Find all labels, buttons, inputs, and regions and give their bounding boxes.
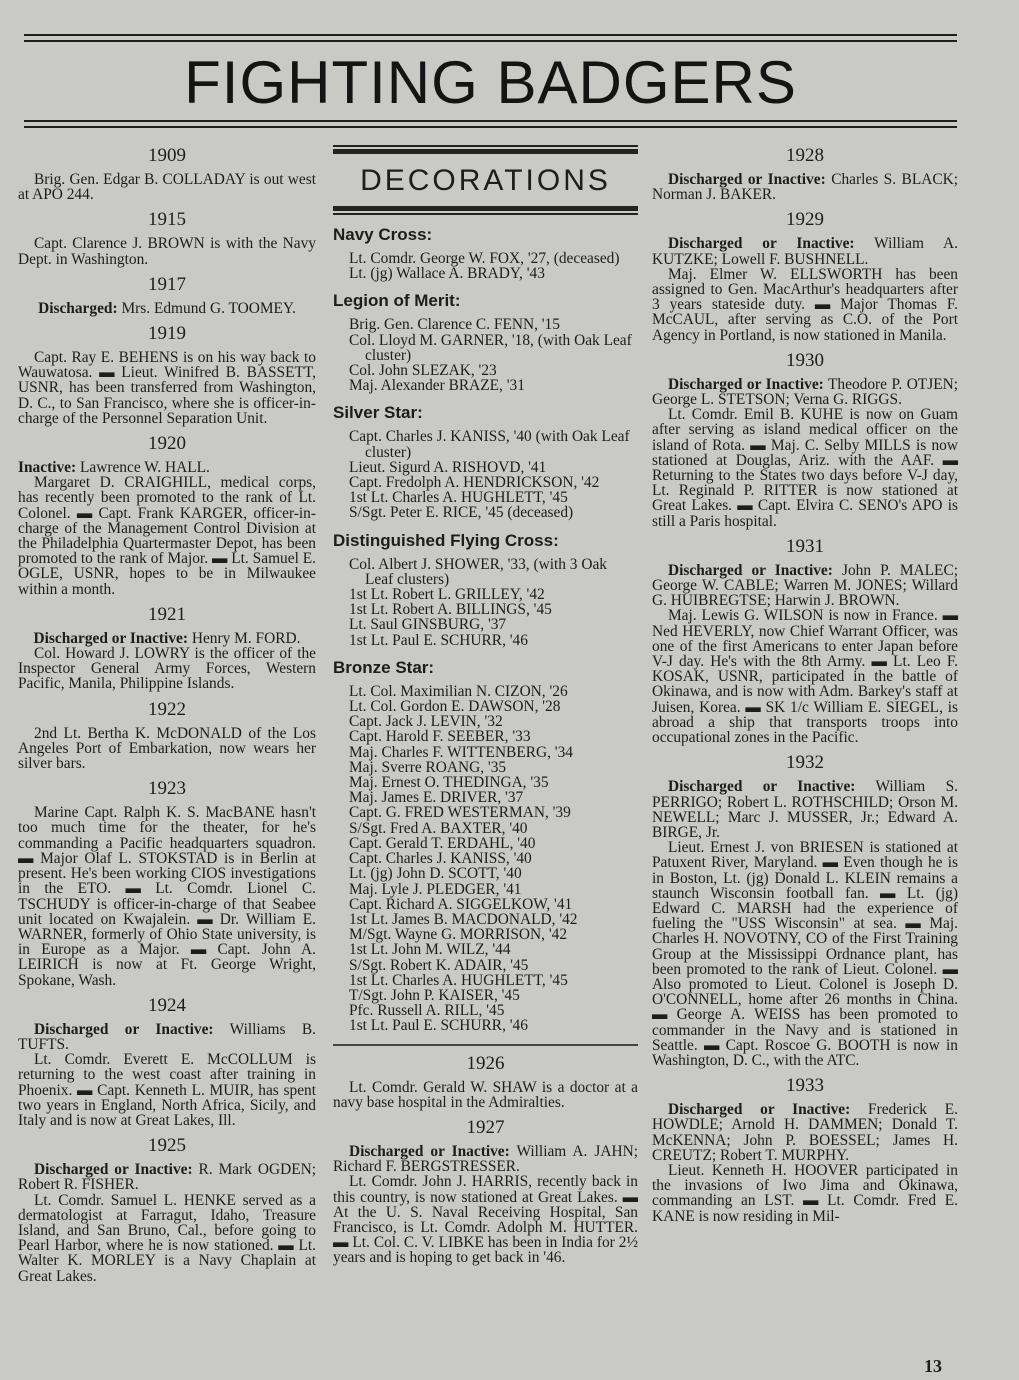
- award-recipient: Capt. Charles J. KANISS, '40 (with Oak Leaf cluster): [349, 428, 630, 461]
- status-label: Discharged or Inactive:: [668, 171, 826, 188]
- year-heading: 1931: [786, 535, 824, 557]
- award-recipient: Capt. Fredolph A. HENDRICKSON, '42: [349, 474, 600, 492]
- note-text: Lt. Comdr. Gerald W. SHAW is a doctor at a navy base hospital in the Admiralties.: [333, 1078, 638, 1111]
- award-recipient: 1st Lt. Charles A. HUGHLETT, '45: [349, 971, 568, 989]
- middle-year-sections: [333, 1054, 638, 1266]
- class-note: [18, 172, 316, 202]
- award-recipient: Maj. Charles F. WITTENBERG, '34: [349, 743, 573, 761]
- decorations-rule: [333, 206, 638, 211]
- note-text: Capt. Ray E. BEHENS is on his way back to Wauwatosa. ▬ Lieut. Winifred B. BASSETT, USNR, has been transferred from Washington, D. C., to San Francisco, where she is officer-in-charge of the Personnel Separation Unit.: [18, 349, 316, 427]
- status-label: Discharged or Inactive:: [668, 561, 833, 579]
- award-heading: Distinguished Flying Cross:: [333, 530, 559, 550]
- status-label: Discharged or Inactive:: [668, 375, 824, 393]
- class-note: [18, 726, 316, 772]
- award-recipient: Lt. Saul GINSBURG, '37: [349, 616, 507, 634]
- decorations-rule: [333, 149, 638, 154]
- class-note: [652, 172, 958, 202]
- masthead-top-rule: [24, 40, 957, 42]
- page-title: FIGHTING BADGERS: [184, 49, 797, 116]
- award-heading: Navy Cross:: [333, 225, 433, 244]
- class-note: [18, 805, 316, 987]
- class-note: [18, 646, 316, 692]
- class-note: [18, 301, 316, 316]
- class-note: [652, 377, 958, 407]
- note-text: Lt. Comdr. Everett E. McCOLLUM is returning to the west coast after training in Phoenix. ▬ Capt. Kenneth L. MUIR, has spent two years in England, North Africa, Sicily, and Italy and is now at Great Lakes, Ill.: [18, 1051, 316, 1129]
- year-heading: 1923: [148, 778, 186, 800]
- award-recipient: Lt. Col. Maximilian N. CIZON, '26: [349, 682, 568, 700]
- year-heading: 1922: [148, 698, 186, 720]
- class-note: [18, 236, 316, 266]
- award-recipient: Capt. G. FRED WESTERMAN, '39: [349, 804, 571, 822]
- class-note: [18, 1162, 316, 1192]
- award-recipient: Lt. Col. Gordon E. DAWSON, '28: [349, 698, 561, 716]
- masthead-bottom-rule: [24, 126, 957, 128]
- right-column: [652, 140, 958, 1224]
- status-label: Discharged:: [38, 299, 118, 317]
- year-heading: 1909: [148, 145, 186, 166]
- class-note: [18, 460, 316, 475]
- award-recipient: Capt. Harold F. SEEBER, '33: [349, 728, 531, 746]
- year-heading: 1932: [786, 752, 824, 774]
- masthead-bottom-rule: [24, 120, 957, 122]
- middle-column: [333, 140, 638, 1266]
- class-note: [333, 1174, 638, 1265]
- award-heading: Bronze Star:: [333, 657, 435, 677]
- note-text: William A. JAHN; Richard F. BERGSTRESSER.: [333, 1142, 638, 1176]
- note-text: Lieut. Ernest J. von BRIESEN is stationed at Patuxent River, Maryland. ▬ Even though he is in Boston, Lt. (jg) Donald L. KLEIN remains a staunch Wisconsin football fan. ▬ Lt. (jg) Edward C. MARSH had the experience of fueling the "USS Wisconsin" at sea. ▬ Maj. Charles H. NOVOTNY, CO of the First Training Group at the Mississippi Ordnance plant, has been promoted to the rank of Lieut. Colonel. ▬ Also promoted to Lieut. Colonel is Joseph D. O'CONNELL, home after 26 months in China. ▬ George A. WEISS has been promoted to commander in the Navy and is stationed in Seattle. ▬ Capt. Roscoe G. BOOTH is now in Washington, D. C., with the ATC.: [652, 839, 958, 1069]
- note-text: Lawrence W. HALL.: [76, 459, 210, 477]
- award-recipient: T/Sgt. John P. KAISER, '45: [349, 986, 520, 1004]
- award-recipient: 1st Lt. Robert A. BILLINGS, '45: [349, 601, 552, 619]
- class-note: [18, 475, 316, 597]
- note-text: Lt. Comdr. Samuel L. HENKE served as a dermatologist at Farragut, Idaho, Treasure Island, and San Bruno, Cal., before going to Pearl Harbor, where he is now stationed. ▬ Lt. Walter K. MORLEY is a Navy Chaplain at Great Lakes.: [18, 1191, 316, 1285]
- class-note: [652, 267, 958, 343]
- award-recipient: M/Sgt. Wayne G. MORRISON, '42: [349, 926, 568, 944]
- left-column: [18, 140, 316, 1284]
- note-text: Margaret D. CRAIGHILL, medical corps, has recently been promoted to the rank of Lt. Colonel. ▬ Capt. Frank KARGER, officer-in-charge of the Management Control Division at the Philadelphia Quartermaster Depot, has been promoted to the rank of Major. ▬ Lt. Samuel E. OGLE, USNR, hopes to be in Milwaukee within a month.: [18, 474, 316, 598]
- status-label: Discharged or Inactive:: [668, 778, 856, 796]
- award-recipient: 1st Lt. Charles A. HUGHLETT, '45: [349, 489, 568, 507]
- note-text: Henry M. FORD.: [188, 629, 301, 647]
- year-heading: 1919: [148, 323, 186, 345]
- year-heading: 1920: [148, 433, 186, 455]
- award-heading: Silver Star:: [333, 403, 423, 423]
- year-heading: 1927: [466, 1116, 505, 1138]
- note-text: 2nd Lt. Bertha K. McDONALD of the Los Angeles Port of Embarkation, now wears her silver bars.: [18, 724, 316, 773]
- note-text: John P. MALEC; George W. CABLE; Warren M. JONES; Willard G. HUIBREGTSE; Harwin J. BROWN.: [652, 561, 958, 610]
- class-note: [18, 1022, 316, 1052]
- class-note: [333, 1144, 638, 1174]
- award-recipient: Lieut. Sigurd A. RISHOVD, '41: [349, 458, 547, 476]
- class-note: [652, 608, 958, 745]
- year-heading: 1915: [148, 209, 186, 231]
- decorations-rule: [333, 145, 638, 147]
- decorations-rule: [333, 213, 638, 215]
- note-text: Maj. Lewis G. WILSON is now in France. ▬ Ned HEVERLY, now Chief Warrant Officer, was one of the first Americans to enter Japan before V-J day. He's with the 8th Army. ▬ Lt. Leo F. KOSAK, USNR, participated in the battle of Okinawa, and is now with Adm. Barkey's staff at Juisen, Korea. ▬ SK 1/c William E. SIEGEL, is abroad a ship that transports troops into occupational zones in the Pacific.: [652, 607, 958, 747]
- masthead-top-rule: [24, 34, 957, 36]
- status-label: Discharged or Inactive:: [34, 1020, 214, 1038]
- note-text: Col. Howard J. LOWRY is the officer of the Inspector General Army Forces, Western Pacific, Manila, Philippine Islands.: [18, 645, 316, 693]
- class-note: [652, 1163, 958, 1224]
- note-text: Theodore P. OTJEN; George L. STETSON; Verna G. RIGGS.: [652, 375, 958, 409]
- note-text: Charles S. BLACK; Norman J. BAKER.: [652, 171, 958, 204]
- note-text: William A. KUTZKE; Lowell F. BUSHNELL.: [652, 235, 958, 268]
- class-note: [652, 407, 958, 529]
- award-recipient: Maj. Alexander BRAZE, '31: [349, 377, 525, 395]
- class-note: [18, 1052, 316, 1128]
- class-note: [652, 563, 958, 609]
- award-recipient: Maj. James E. DRIVER, '37: [349, 789, 524, 807]
- year-heading: 1924: [148, 994, 186, 1016]
- class-note: [18, 350, 316, 426]
- award-recipient: Brig. Gen. Clarence C. FENN, '15: [349, 316, 560, 334]
- year-heading: 1933: [786, 1075, 824, 1097]
- note-text: Lt. Comdr. Emil B. KUHE is now on Guam after serving as island medical officer on the island of Rota. ▬ Maj. C. Selby MILLS is now stationed at Douglas, Ariz. with the AAF. ▬ Returning to the States two days before V-J day, Lt. Reginald P. RITTER is now stationed at Great Lakes. ▬ Capt. Elvira C. SENO's APO is still a Paris hospital.: [652, 406, 958, 530]
- note-text: Brig. Gen. Edgar B. COLLADAY is out west at APO 244.: [18, 171, 316, 204]
- note-text: Mrs. Edmund G. TOOMEY.: [117, 299, 296, 317]
- class-note: [652, 840, 958, 1068]
- award-recipient: Lt. (jg) Wallace A. BRADY, '43: [349, 265, 545, 283]
- status-label: Discharged or Inactive:: [349, 1142, 510, 1160]
- note-text: Frederick E. HOWDLE; Arnold H. DAMMEN; Donald T. McKENNA; John P. BOESSEL; James H. CREUTZ; Robert T. MURPHY.: [652, 1101, 958, 1164]
- note-text: Marine Capt. Ralph K. S. MacBANE hasn't too much time for the theater, for he's commanding a Pacific headquarters squadron. ▬ Major Olaf L. STOKSTAD is in Berlin at present. He's been working CIOS investigations in the ETO. ▬ Lt. Comdr. Lionel C. TSCHUDY is officer-in-charge of that Seabee unit located on Kwajalein. ▬ Dr. William E. WARNER, formerly of Ohio State university, is in Europe as a Major. ▬ Capt. John A. LEIRICH is now at Ft. George Wright, Spokane, Wash.: [18, 804, 316, 989]
- section-divider: [333, 1044, 638, 1046]
- award-recipient: Lt. Comdr. George W. FOX, '27, (deceased): [349, 250, 620, 267]
- award-recipient: Capt. Richard A. SIGGELKOW, '41: [349, 895, 573, 913]
- status-label: Discharged or Inactive:: [668, 1101, 851, 1119]
- class-note: [652, 779, 958, 840]
- award-heading: Legion of Merit:: [333, 291, 461, 311]
- award-recipient: 1st Lt. Robert L. GRILLEY, '42: [349, 586, 545, 604]
- note-text: R. Mark OGDEN; Robert R. FISHER.: [18, 1161, 316, 1194]
- award-recipient: S/Sgt. Peter E. RICE, '45 (deceased): [349, 504, 574, 522]
- note-text: Williams B. TUFTS.: [18, 1020, 316, 1053]
- status-label: Discharged or Inactive:: [34, 1161, 193, 1179]
- class-note: [652, 236, 958, 266]
- year-heading: 1917: [148, 273, 186, 295]
- award-recipient: Maj. Lyle J. PLEDGER, '41: [349, 880, 522, 898]
- award-recipient: Col. Albert J. SHOWER, '33, (with 3 Oak Leaf clusters): [349, 555, 607, 588]
- note-text: Maj. Elmer W. ELLSWORTH has been assigned to Gen. MacArthur's headquarters after 3 years stateside duty. ▬ Major Thomas F. McCAUL, after serving as C.O. of the Port Agency in Portland, is now stationed in Manila.: [652, 265, 958, 344]
- award-recipient: 1st Lt. John M. WILZ, '44: [349, 941, 511, 959]
- year-heading: 1930: [786, 349, 824, 371]
- year-heading: 1926: [466, 1052, 505, 1074]
- status-label: Discharged or Inactive:: [668, 235, 855, 253]
- class-note: [18, 631, 316, 646]
- decorations-title: DECORATIONS: [360, 164, 611, 197]
- note-text: Capt. Clarence J. BROWN is with the Navy Dept. in Washington.: [18, 235, 316, 268]
- award-recipient: 1st Lt. Paul E. SCHURR, '46: [349, 1017, 528, 1035]
- award-recipient: S/Sgt. Robert K. ADAIR, '45: [349, 956, 529, 974]
- award-recipient: Capt. Jack J. LEVIN, '32: [349, 713, 503, 731]
- note-text: Lt. Comdr. John J. HARRIS, recently back in this country, is now stationed at Great Lakes. ▬ At the U. S. Naval Receiving Hospital, San Francisco, is Lt. Comdr. Adolph M. HUTTER. ▬ Lt. Col. C. V. LIBKE has been in India for 2½ years and is hoping to get back in '46.: [333, 1173, 638, 1267]
- page-number: 13: [924, 1356, 942, 1376]
- award-recipient: Col. John SLEZAK, '23: [349, 362, 497, 380]
- class-note: [652, 1102, 958, 1163]
- class-note: [18, 1193, 316, 1284]
- award-recipient: Capt. Charles J. KANISS, '40: [349, 850, 532, 868]
- status-label: Inactive:: [18, 459, 77, 477]
- note-text: William S. PERRIGO; Robert L. ROTHSCHILD; Orson M. NEWELL; Marc J. MUSSER, Jr.; Edward A. BIRGE, Jr.: [652, 778, 958, 841]
- decorations-list: [333, 225, 638, 1034]
- award-recipient: 1st Lt. James B. MACDONALD, '42: [349, 910, 578, 928]
- year-heading: 1928: [786, 145, 824, 166]
- award-recipient: Maj. Ernest O. THEDINGA, '35: [349, 774, 549, 792]
- award-recipient: Maj. Sverre ROANG, '35: [349, 758, 507, 776]
- decorations-box: [333, 145, 638, 1034]
- year-heading: 1925: [148, 1135, 186, 1157]
- status-label: Discharged or Inactive:: [33, 629, 188, 647]
- award-recipient: 1st Lt. Paul E. SCHURR, '46: [349, 631, 528, 649]
- award-recipient: Capt. Gerald T. ERDAHL, '40: [349, 834, 536, 852]
- note-text: Lieut. Kenneth H. HOOVER participated in the invasions of Iwo Jima and Okinawa, commanding an LST. ▬ Lt. Comdr. Fred E. KANE is now residing in Mil-: [652, 1161, 958, 1225]
- award-recipient: Lt. (jg) John D. SCOTT, '40: [349, 865, 522, 883]
- year-heading: 1921: [148, 603, 186, 625]
- year-heading: 1929: [786, 209, 824, 231]
- award-recipient: S/Sgt. Fred A. BAXTER, '40: [349, 819, 528, 837]
- class-note: [333, 1080, 638, 1110]
- award-recipient: Col. Lloyd M. GARNER, '18, (with Oak Leaf cluster): [349, 331, 632, 364]
- award-recipient: Pfc. Russell A. RILL, '45: [349, 1002, 505, 1020]
